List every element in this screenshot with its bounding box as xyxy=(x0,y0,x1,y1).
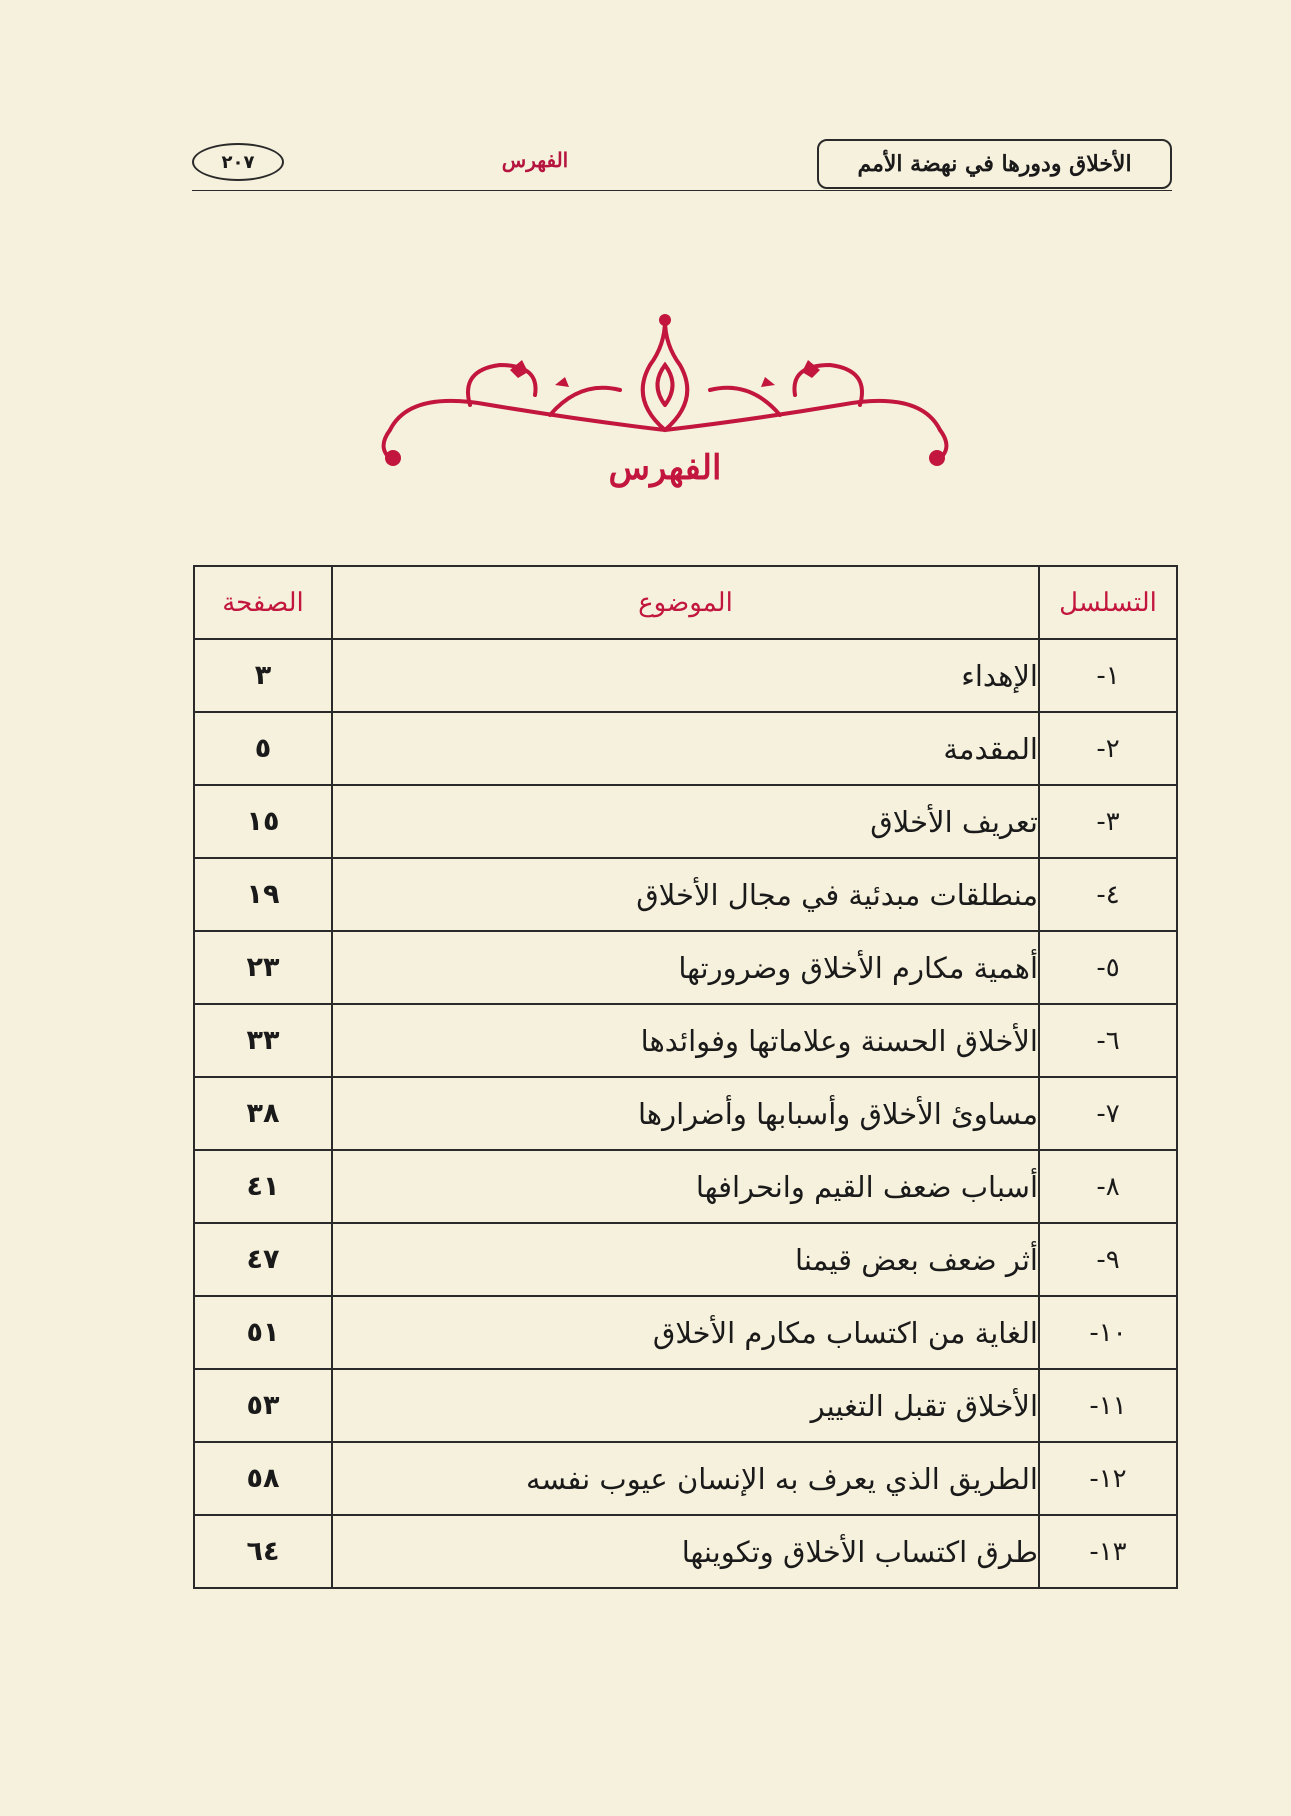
row-page-cell: ٣ xyxy=(194,639,332,712)
row-page-cell: ١٩ xyxy=(194,858,332,931)
table-row xyxy=(194,1150,1177,1223)
ornament-dot-right xyxy=(929,450,945,466)
row-seq-cell: ٢- xyxy=(1039,712,1177,785)
row-topic-cell: الإهداء xyxy=(332,639,1039,712)
row-page-cell: ٣٣ xyxy=(194,1004,332,1077)
row-topic-cell: أثر ضعف بعض قيمنا xyxy=(332,1223,1039,1296)
table-row xyxy=(194,1369,1177,1442)
row-page-cell: ٣٨ xyxy=(194,1077,332,1150)
row-page-cell: ٤١ xyxy=(194,1150,332,1223)
running-header-book-title xyxy=(817,139,1172,189)
table-row xyxy=(194,785,1177,858)
column-header-seq: التسلسل xyxy=(1039,566,1177,639)
row-seq-cell: ٩- xyxy=(1039,1223,1177,1296)
row-seq-cell: ١- xyxy=(1039,639,1177,712)
column-header-topic: الموضوع xyxy=(332,566,1039,639)
row-seq-cell: ٧- xyxy=(1039,1077,1177,1150)
row-topic-cell: مساوئ الأخلاق وأسبابها وأضرارها xyxy=(332,1077,1039,1150)
table-row xyxy=(194,1515,1177,1588)
page-number-text: ٢٠٧ xyxy=(221,151,255,173)
row-topic-cell: تعريف الأخلاق xyxy=(332,785,1039,858)
table-header-row xyxy=(194,566,1177,639)
table-row xyxy=(194,1223,1177,1296)
page-title: الفهرس xyxy=(608,448,722,488)
table-row xyxy=(194,639,1177,712)
row-seq-cell: ١٣- xyxy=(1039,1515,1177,1588)
table-row xyxy=(194,858,1177,931)
row-topic-cell: الأخلاق تقبل التغيير xyxy=(332,1369,1039,1442)
row-seq-cell: ٥- xyxy=(1039,931,1177,1004)
row-page-cell: ٥٣ xyxy=(194,1369,332,1442)
row-page-cell: ٢٣ xyxy=(194,931,332,1004)
row-topic-cell: طرق اكتساب الأخلاق وتكوينها xyxy=(332,1515,1039,1588)
table-row xyxy=(194,1004,1177,1077)
row-seq-cell: ٤- xyxy=(1039,858,1177,931)
row-seq-cell: ١٠- xyxy=(1039,1296,1177,1369)
row-topic-cell: الأخلاق الحسنة وعلاماتها وفوائدها xyxy=(332,1004,1039,1077)
row-page-cell: ٦٤ xyxy=(194,1515,332,1588)
row-topic-cell: منطلقات مبدئية في مجال الأخلاق xyxy=(332,858,1039,931)
row-topic-cell: أسباب ضعف القيم وانحرافها xyxy=(332,1150,1039,1223)
running-header-section-title: الفهرس xyxy=(501,148,569,172)
row-topic-cell: المقدمة xyxy=(332,712,1039,785)
row-page-cell: ٥ xyxy=(194,712,332,785)
table-row xyxy=(194,1296,1177,1369)
row-topic-cell: أهمية مكارم الأخلاق وضرورتها xyxy=(332,931,1039,1004)
row-seq-cell: ١١- xyxy=(1039,1369,1177,1442)
table-body xyxy=(194,639,1177,1588)
row-page-cell: ١٥ xyxy=(194,785,332,858)
table-row xyxy=(194,1077,1177,1150)
ornament-dot-left xyxy=(385,450,401,466)
row-seq-cell: ١٢- xyxy=(1039,1442,1177,1515)
row-topic-cell: الغاية من اكتساب مكارم الأخلاق xyxy=(332,1296,1039,1369)
row-seq-cell: ٣- xyxy=(1039,785,1177,858)
table-row xyxy=(194,931,1177,1004)
table-row xyxy=(194,712,1177,785)
table-of-contents xyxy=(193,565,1178,1589)
row-seq-cell: ٦- xyxy=(1039,1004,1177,1077)
page-number-badge xyxy=(192,143,284,181)
row-page-cell: ٤٧ xyxy=(194,1223,332,1296)
row-page-cell: ٥١ xyxy=(194,1296,332,1369)
book-title-text: الأخلاق ودورها في نهضة الأمم xyxy=(857,151,1132,177)
table-row xyxy=(194,1442,1177,1515)
row-topic-cell: الطريق الذي يعرف به الإنسان عيوب نفسه xyxy=(332,1442,1039,1515)
column-header-page: الصفحة xyxy=(194,566,332,639)
header-divider xyxy=(192,190,1172,191)
row-page-cell: ٥٨ xyxy=(194,1442,332,1515)
row-seq-cell: ٨- xyxy=(1039,1150,1177,1223)
